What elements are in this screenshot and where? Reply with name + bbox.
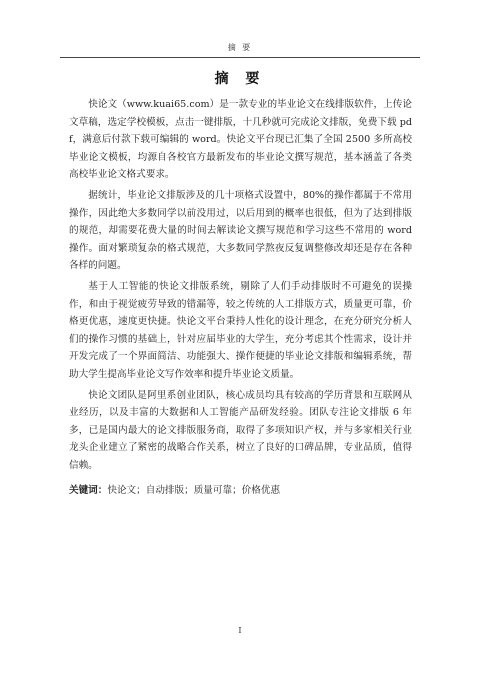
abstract-paragraph: 基于人工智能的快论文排版系统，剔除了人们手动排版时不可避免的误操作，和由于视觉疲劳导致的错漏等，较之传统的人工排版方式，质量更可靠，价格更优惠，速度更快捷。快论文平台秉持人性化的设计理念，在充分研究分析人们的操作习惯的基础上，针对应届毕业的大学生，充分考虑其个性需求，设计并开发完成了一个界面简洁、功能强大、操作便捷的毕业论文排版和编辑系统，帮助大学生提高毕业论文写作效率和提升毕业论文质量。: [69, 280, 412, 380]
abstract-body: [69, 96, 412, 500]
keywords-label: 关键词：: [69, 485, 108, 497]
running-header: 摘 要: [60, 42, 420, 58]
page-number: I: [238, 626, 242, 635]
keywords-value: 快论文；自动排版；质量可靠；价格优惠: [107, 485, 281, 497]
page-title: 摘 要: [214, 71, 266, 87]
abstract-paragraph: 快论文团队是阿里系创业团队，核心成员均具有较高的学历背景和互联网从业经历，以及丰富的大数据和人工智能产品研发经验。团队专注论文排版 6 年多，已是国内最大的论文排版服务商，取得了多项知识产权，并与多家相关行业龙头企业建立了紧密的战略合作关系，树立了良好的口碑品牌，专业品质，值得信赖。: [69, 389, 412, 471]
abstract-paragraph: 据统计，毕业论文排版涉及的几十项格式设置中，80%的操作都属于不常用操作，因此绝大多数同学以前没用过，以后用到的概率也很低，但为了达到排版的规范，却需要花费大量的时间去解读论文撰写规范和学习这些不常用的 word 操作。面对繁琐复杂的格式规范，大多数同学熬夜反复调整修改却还是存在各种各样的问题。: [69, 189, 412, 272]
keywords-line: [69, 482, 412, 500]
abstract-paragraph: 快论文（www.kuai65.com）是一款专业的毕业论文在线排版软件，上传论文草稿，选定学校模板，点击一键排版，十几秒就可完成论文排版，免费下载 pdf，满意后付款下载可编辑的 word。快论文平台现已汇集了全国 2500 多所高校毕业论文模板，均源自各校官方最新发布的毕业论文撰写规范，基本涵盖了各类高校毕业论文格式要求。: [69, 99, 412, 181]
